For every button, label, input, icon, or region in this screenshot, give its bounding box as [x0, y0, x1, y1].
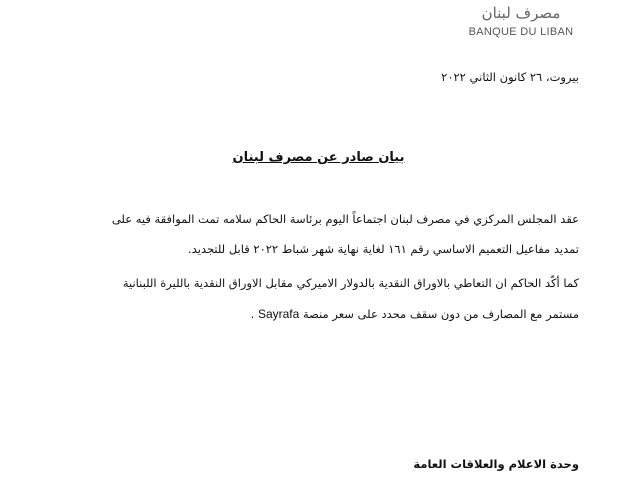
statement-title: بيان صادر عن مصرف لبنان	[232, 150, 405, 165]
sayrafa-platform-name: Sayrafa	[257, 307, 300, 321]
signature-unit: وحدة الاعلام والعلاقات العامة	[413, 457, 579, 471]
logo-french-text: BANQUE DU LIBAN	[468, 26, 574, 38]
body-line-2: تمديد مفاعيل التعميم الاساسي رقم ١٦١ لغاية نهاية شهر شباط ٢٠٢٢ قابل للتجديد.	[188, 242, 579, 256]
body-line-3: كما أكّد الحاكم ان التعاطي بالاوراق النقدية بالدولار الاميركي مقابل الاوراق النقدية بالليرة اللبنانية	[122, 276, 579, 290]
bank-logo	[461, 3, 581, 41]
body-line-4-text: مستمر مع المصارف من دون سقف محدد على سعر منصة	[302, 307, 579, 321]
body-line-4	[251, 307, 579, 321]
body-line-4-period: .	[250, 307, 255, 321]
body-line-1: عقد المجلس المركزي في مصرف لبنان اجتماعاً اليوم برئاسة الحاكم سلامه تمت الموافقة فيه على	[111, 212, 579, 226]
logo-arabic-text: مصرف لبنان	[481, 4, 561, 22]
date-line: بيروت، ٢٦ كانون الثاني ٢٠٢٢	[441, 70, 579, 84]
